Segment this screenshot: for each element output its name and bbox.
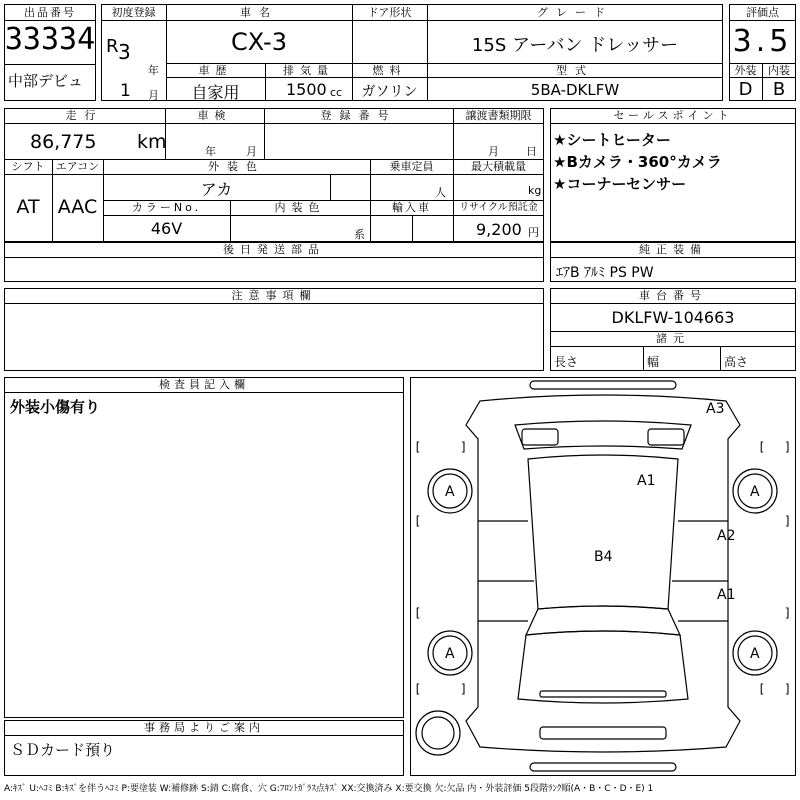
- mark-a3: A3: [706, 401, 725, 417]
- exterior-color-value: アカ: [200, 180, 233, 199]
- genuine-value: ｴｱB ｱﾙﾐ PS PW: [556, 265, 654, 281]
- lot-header: 出品番号: [24, 6, 76, 19]
- spare-wheel-inner: [422, 717, 454, 749]
- capacity-unit: 人: [435, 186, 446, 199]
- displacement-unit: cc: [330, 86, 343, 99]
- chassis-value: DKLFW-104663: [611, 308, 735, 327]
- model-value: 5BA-DKLFW: [530, 81, 620, 99]
- divider: [166, 77, 723, 78]
- divider: [4, 392, 404, 393]
- divider: [4, 303, 544, 304]
- height-label: 高さ: [724, 355, 749, 369]
- bracket-open: [: [414, 440, 422, 454]
- divider: [550, 303, 796, 304]
- rear-window-left: [522, 429, 558, 445]
- spec-header: 諸元: [656, 332, 690, 345]
- aircon-header: エアコン: [55, 160, 100, 173]
- bracket-close: ]: [460, 440, 468, 454]
- mileage-unit: km: [137, 131, 167, 153]
- divider: [4, 20, 96, 21]
- transfer-docs-day-unit: 日: [526, 145, 537, 158]
- divider: [103, 215, 544, 216]
- mark-a-wheel-rr: A: [750, 484, 760, 500]
- bracket-open: [: [414, 514, 422, 528]
- recycle-unit: 円: [528, 226, 539, 239]
- bracket-open: [: [758, 440, 766, 454]
- capacity-header: 乗車定員: [389, 160, 434, 173]
- aircon-value: AAC: [57, 196, 98, 218]
- mark-a-wheel-lr: A: [445, 484, 455, 500]
- sales-point-item: ★Bカメラ・360°カメラ: [553, 153, 722, 171]
- fuel-value: ガソリン: [361, 84, 418, 100]
- inspector-value: 外装小傷有り: [10, 398, 101, 416]
- divider: [330, 174, 331, 200]
- bracket-close: ]: [784, 440, 792, 454]
- mark-a1-roof: A1: [637, 473, 656, 489]
- recycle-value: 9,200: [476, 220, 522, 239]
- fuel-header: 燃料: [372, 64, 407, 77]
- later-parts-header: 後日発送部品: [223, 243, 325, 256]
- length-label: 長さ: [554, 355, 579, 369]
- car-name-header: 車名: [240, 6, 278, 19]
- sales-point-item: ★シートヒーター: [553, 131, 671, 149]
- front-light-bar: [540, 691, 666, 697]
- import-header: 輸入車: [392, 201, 431, 214]
- car-damage-diagram: [410, 377, 796, 776]
- genuine-header: 純正装備: [639, 243, 707, 256]
- door-header: ドア形状: [367, 6, 412, 19]
- office-header: 事務局よりご案内: [144, 721, 264, 734]
- mark-a2: A2: [717, 528, 736, 544]
- transfer-docs-month-unit: 月: [488, 145, 499, 158]
- interior-color-unit: 系: [354, 228, 365, 241]
- divider: [4, 735, 404, 736]
- exterior-score: D: [738, 79, 753, 100]
- notes-header: 注意事項欄: [231, 289, 317, 302]
- first-reg-month-unit: 月: [148, 89, 159, 102]
- first-reg-month: 1: [120, 81, 131, 101]
- bracket-close: ]: [460, 682, 468, 696]
- divider: [412, 215, 413, 242]
- front-bumper-bar: [530, 763, 676, 771]
- displacement-value: 1500: [286, 80, 327, 99]
- bracket-close: ]: [784, 514, 792, 528]
- bracket-open: [: [414, 682, 422, 696]
- divider: [4, 257, 544, 258]
- divider: [550, 257, 796, 258]
- bracket-close: ]: [784, 606, 792, 620]
- car-body-outline: [466, 395, 740, 752]
- lot-number: 33334: [4, 22, 96, 57]
- interior-score-header: 内装: [768, 64, 790, 77]
- score-header: 評価点: [746, 6, 779, 19]
- mark-a1-door: A1: [717, 587, 736, 603]
- divider: [729, 20, 796, 21]
- grade-value: 15S アーバン ドレッサー: [471, 35, 679, 56]
- roof-outline: [528, 455, 678, 609]
- car-name-value: CX-3: [231, 28, 287, 56]
- exterior-score-header: 外装: [734, 64, 757, 77]
- grade-header: グレード: [537, 6, 613, 19]
- max-load-unit: kg: [528, 184, 542, 197]
- front-grille: [540, 727, 666, 739]
- shift-value: AT: [16, 196, 40, 218]
- mileage-value: 86,775: [30, 131, 97, 153]
- mark-a-wheel-lf: A: [445, 646, 455, 662]
- bracket-open: [: [758, 682, 766, 696]
- divider: [720, 346, 721, 371]
- color-no-value: 46V: [150, 219, 183, 238]
- model-header: 型式: [556, 64, 594, 77]
- hood-outline: [518, 631, 688, 703]
- inspection-year-unit: 年: [205, 145, 216, 158]
- divider: [550, 123, 796, 124]
- inspector-box: [4, 377, 404, 718]
- history-value: 自家用: [191, 83, 240, 102]
- mileage-header: 走行: [65, 109, 104, 122]
- rear-bumper-bar: [530, 381, 676, 389]
- divider: [643, 346, 644, 371]
- divider: [4, 64, 96, 65]
- interior-score: B: [772, 79, 786, 100]
- shift-header: シフト: [11, 160, 45, 173]
- divider: [4, 123, 544, 124]
- first-reg-year-unit: 年: [148, 64, 159, 77]
- divider: [550, 346, 796, 347]
- divider: [4, 174, 544, 175]
- rear-window-right: [648, 429, 684, 445]
- sales-point-item: ★コーナーセンサー: [553, 175, 687, 193]
- width-label: 幅: [647, 355, 660, 369]
- legend: A:ｷｽﾞ U:ﾍｺﾐ B:ｷｽﾞを伴うﾍｺﾐ P:要塗装 W:補修跡 S:錆 C:腐食、穴 G:ﾌﾛﾝﾄｶﾞﾗｽ点ｷｽﾞ XX:交換済み X:要交換 欠:欠品 内・外装評価 5段階ﾗﾝｸ順(A・B・C・D・E) 1: [4, 784, 654, 794]
- color-no-header: カラーNo.: [131, 201, 202, 214]
- displacement-header: 排気量: [283, 64, 334, 77]
- divider: [101, 20, 723, 21]
- registration-header: 登録番号: [320, 109, 397, 122]
- recycle-header: リサイクル預託金: [459, 202, 538, 213]
- first-reg-header: 初度登録: [111, 6, 156, 19]
- lot-note: 中部デビュ: [8, 72, 84, 90]
- bracket-open: [: [414, 606, 422, 620]
- inspector-header: 検査員記入欄: [159, 378, 249, 391]
- mark-a-wheel-rf: A: [750, 646, 760, 662]
- chassis-header: 車台番号: [639, 289, 707, 302]
- inspection-month-unit: 月: [246, 145, 257, 158]
- detail-box: [4, 108, 544, 242]
- interior-color-header: 内装色: [274, 201, 326, 214]
- history-header: 車歴: [198, 64, 233, 77]
- max-load-header: 最大積載量: [471, 160, 526, 173]
- transfer-docs-header: 譲渡書類期限: [465, 109, 532, 122]
- inspection-header: 車検: [197, 109, 232, 122]
- first-reg-era: R: [106, 36, 119, 57]
- office-value: ＳＤカード預り: [10, 741, 116, 759]
- exterior-color-header: 外装色: [208, 160, 265, 173]
- bracket-close: ]: [784, 682, 792, 696]
- sales-points-header: セールスポイント: [613, 109, 733, 122]
- score-value: 3.5: [732, 24, 793, 59]
- first-reg-year: 3: [118, 40, 131, 64]
- mark-b4: B4: [594, 549, 613, 565]
